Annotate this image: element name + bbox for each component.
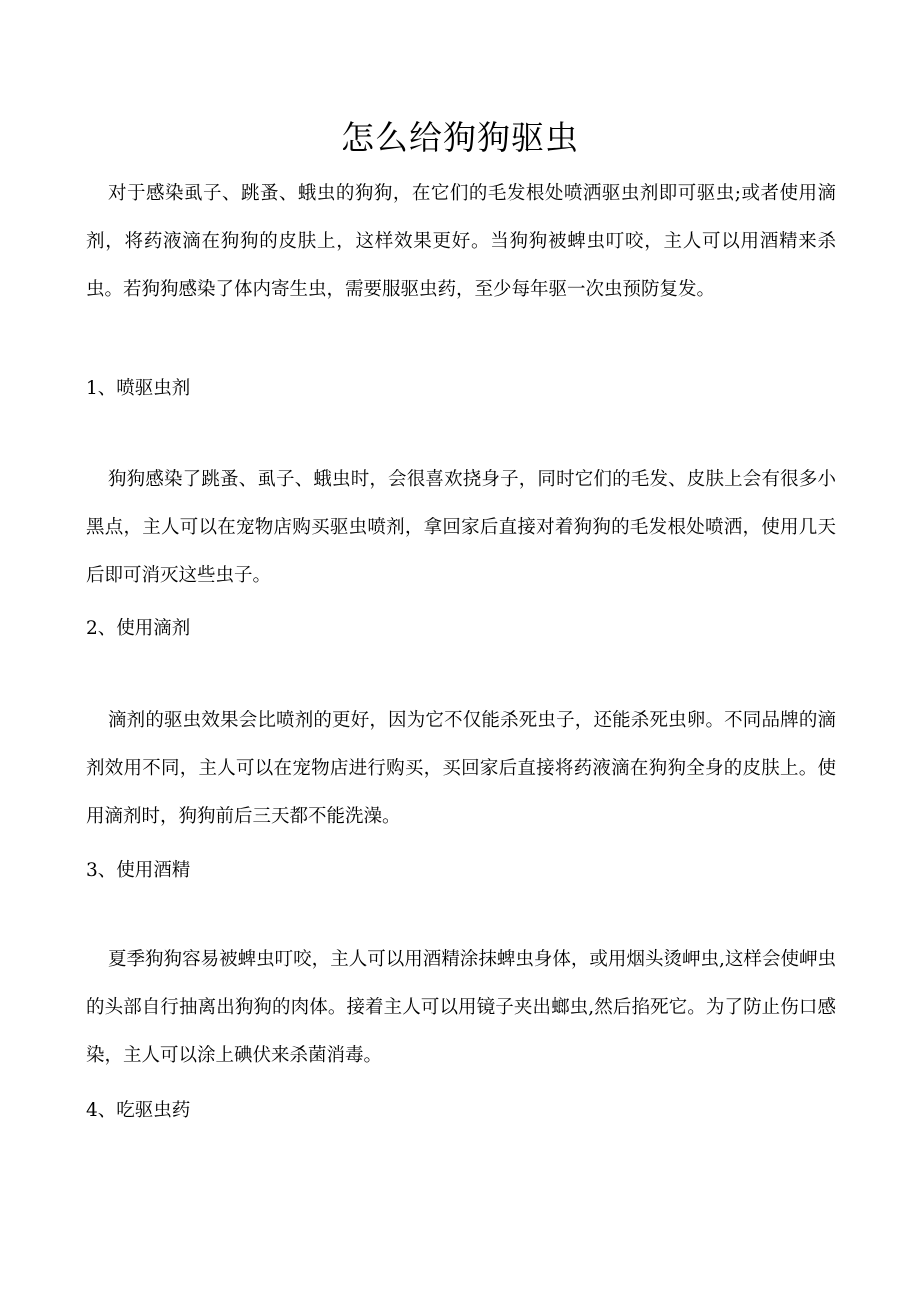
- section-body-alcohol: 夏季狗狗容易被蜱虫叮咬，主人可以用酒精涂抹蜱虫身体，或用烟头烫岬虫,这样会使岬虫的头部自行抽离出狗狗的肉体。接着主人可以用镜子夹出螂虫,然后掐死它。为了防止伤口感染，主人可以涂上碘伏来杀菌消毒。: [86, 949, 836, 1066]
- section-heading-spray: 1、喷驱虫剂: [86, 378, 191, 399]
- section-heading-medicine: 4、吃驱虫药: [86, 1100, 191, 1121]
- section-body-drops: 滴剂的驱虫效果会比喷剂的更好，因为它不仅能杀死虫子，还能杀死虫卵。不同品牌的滴剂效用不同，主人可以在宠物店进行购买，买回家后直接将药液滴在狗狗全身的皮肤上。使用滴剂时，狗狗前后三天都不能洗澡。: [86, 710, 836, 827]
- document-title: 怎么给狗狗驱虫: [341, 118, 579, 157]
- section-heading-drops: 2、使用滴剂: [86, 618, 191, 639]
- section-heading-alcohol: 3、使用酒精: [86, 860, 191, 881]
- intro-paragraph: 对于感染虱子、跳蚤、蛾虫的狗狗，在它们的毛发根处喷洒驱虫剂即可驱虫;或者使用滴剂，将药液滴在狗狗的皮肤上，这样效果更好。当狗狗被蜱虫叮咬，主人可以用酒精来杀虫。若狗狗感染了体内寄生虫，需要服驱虫药，至少每年驱一次虫预防复发。: [86, 183, 836, 300]
- section-body-spray: 狗狗感染了跳蚤、虱子、蛾虫时，会很喜欢挠身子，同时它们的毛发、皮肤上会有很多小黑点，主人可以在宠物店购买驱虫喷剂，拿回家后直接对着狗狗的毛发根处喷洒，使用几天后即可消灭这些虫子。: [86, 469, 836, 586]
